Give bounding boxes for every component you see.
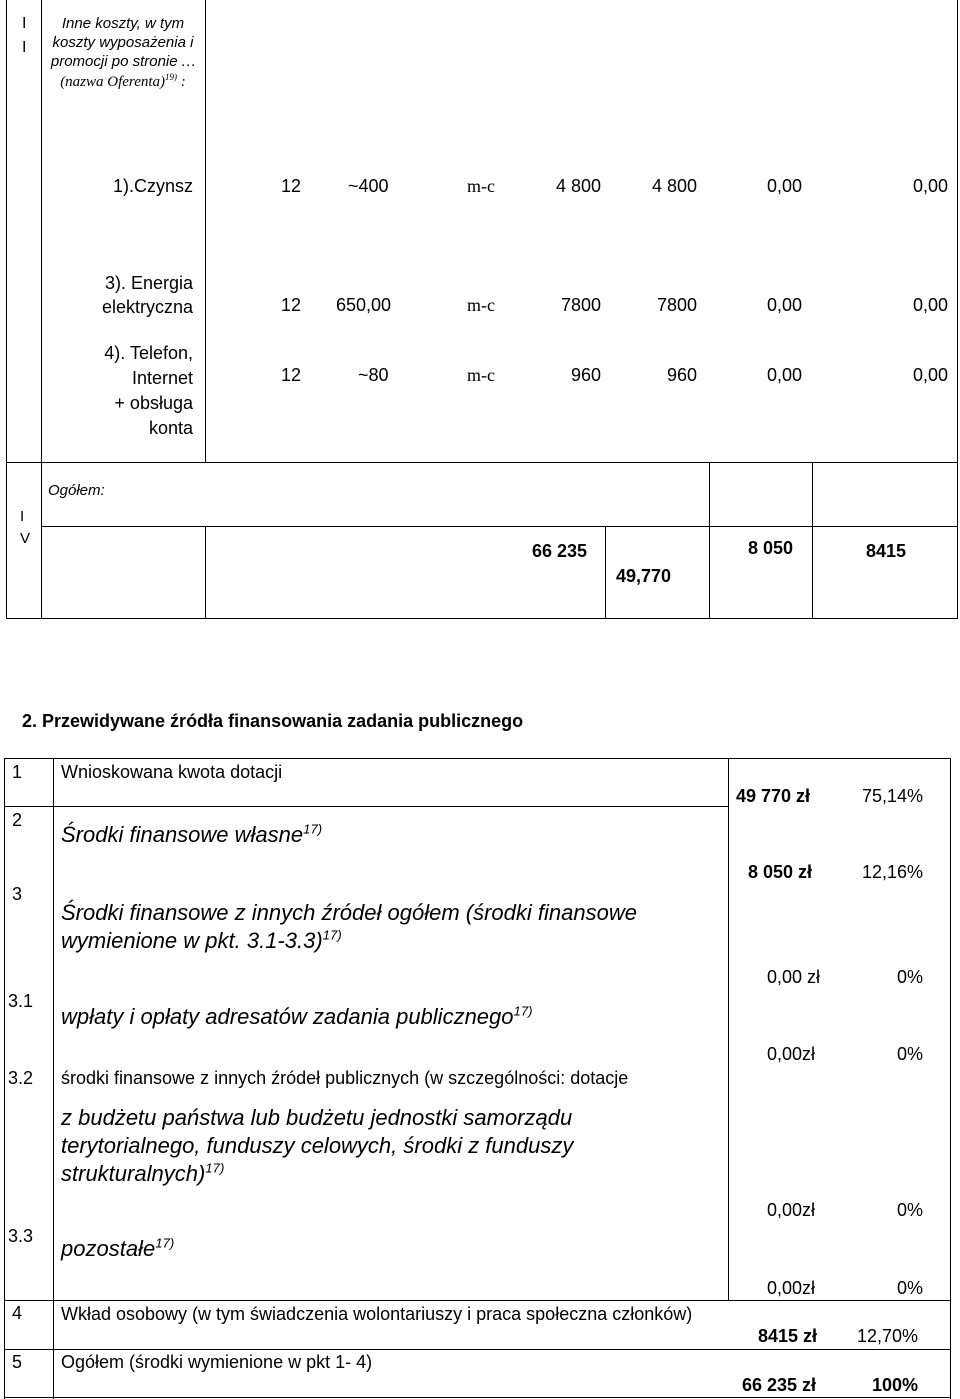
footnote-ref: 17): [513, 1003, 533, 1019]
table-border: [812, 462, 813, 618]
label-line: konta: [148, 418, 193, 438]
row-amount: 0,00zł: [767, 1278, 816, 1298]
row-label-first-line: środki finansowe z innych źródeł publicznych (w szczególności: dotacje: [61, 1068, 629, 1088]
cost-total: 4 800: [555, 176, 601, 196]
row-number: 2: [12, 810, 23, 830]
cost-other: 0,00: [912, 295, 948, 315]
cost-unit-cost: ~80: [358, 365, 389, 385]
row-number: 3.3: [8, 1226, 34, 1246]
row-amount: 8415 zł: [758, 1326, 818, 1346]
row-amount: 0,00zł: [767, 1200, 816, 1220]
section-heading: 2. Przewidywane źródła finansowania zadania publicznego: [22, 711, 524, 731]
cost-from-grant: 960: [666, 365, 697, 385]
row-number: 4: [12, 1303, 23, 1323]
footnote-ref: 17): [303, 821, 323, 837]
row-label-text: Środki finansowe własne: [61, 822, 304, 847]
row-percent: 0%: [896, 1200, 923, 1220]
total-label: Ogółem:: [48, 482, 105, 499]
row-amount: 8 050 zł: [748, 862, 813, 882]
cost-own: 0,00: [766, 365, 802, 385]
total-own: 8 050: [748, 538, 794, 558]
total-roman-numeral: I V: [20, 508, 31, 547]
cost-item-label: [60, 341, 193, 441]
row-label: Wnioskowana kwota dotacji: [61, 762, 283, 782]
footnote-ref: 17): [155, 1235, 175, 1251]
table-border: [950, 758, 951, 1399]
total-other: 8415: [866, 541, 907, 561]
row-label: Ogółem (środki wymienione w pkt 1- 4): [61, 1352, 373, 1372]
cost-other: 0,00: [912, 176, 948, 196]
row-number: 3.1: [8, 991, 34, 1011]
table-border: [709, 462, 710, 618]
table-border: [4, 758, 5, 1399]
row-label: [61, 1236, 174, 1262]
cost-unit-cost: 650,00: [336, 295, 392, 315]
cost-own: 0,00: [766, 176, 802, 196]
row-label: Wkład osobowy (w tym świadczenia wolontariuszy i praca społeczna członków): [61, 1304, 693, 1324]
table-border: [205, 0, 206, 462]
row-label-text: Środki finansowe z innych źródeł ogółem (środki finansowe wymienione w pkt. 3.1-3.3): [61, 900, 637, 953]
cost-other: 0,00: [912, 365, 948, 385]
row-number: 3.2: [8, 1068, 34, 1088]
table-border: [4, 1349, 951, 1350]
label-line: 4). Telefon,: [104, 343, 193, 363]
row-percent: 0%: [896, 1278, 923, 1298]
cost-unit: m-c: [467, 295, 495, 315]
section-label-colon: :: [177, 74, 186, 90]
table-border: [6, 618, 958, 619]
table-border: [41, 526, 958, 527]
cost-qty: 12: [281, 176, 302, 196]
row-label: [61, 822, 322, 848]
row-number: 5: [12, 1352, 23, 1372]
row-percent: 100%: [871, 1375, 918, 1395]
row-percent: 12,70%: [856, 1326, 918, 1346]
table-border: [6, 0, 7, 618]
total-sum: 66 235: [532, 541, 588, 561]
row-percent: 75,14%: [861, 786, 923, 806]
section-roman-numeral: I I: [22, 15, 27, 56]
table-border: [728, 758, 729, 1300]
table-border: [4, 758, 951, 759]
row-amount: 0,00 zł: [767, 967, 821, 987]
label-line: Internet: [131, 368, 193, 388]
cost-unit: m-c: [467, 365, 495, 385]
table-border: [6, 462, 958, 463]
row-label: [61, 1104, 681, 1188]
row-percent: 12,16%: [861, 862, 923, 882]
row-label-text: pozostałe: [61, 1236, 156, 1261]
table-border: [605, 526, 606, 618]
cost-unit: m-c: [467, 176, 495, 196]
row-label: [61, 1004, 533, 1030]
cost-from-grant: 7800: [656, 295, 697, 315]
cost-qty: 12: [281, 295, 302, 315]
cost-qty: 12: [281, 365, 302, 385]
footnote-ref: 17): [205, 1160, 225, 1176]
table-border: [4, 806, 729, 807]
cost-total: 7800: [560, 295, 601, 315]
label-line: 3). Energia: [104, 273, 193, 293]
label-line: + obsługa: [114, 393, 193, 413]
cost-total: 960: [570, 365, 601, 385]
row-amount: 66 235 zł: [742, 1375, 817, 1395]
section-label: [48, 14, 198, 92]
row-label-text: wpłaty i opłaty adresatów zadania publicznego: [61, 1004, 514, 1029]
row-percent: 0%: [896, 967, 923, 987]
table-border: [205, 526, 206, 618]
cost-from-grant: 4 800: [651, 176, 697, 196]
row-number: 3: [12, 884, 23, 904]
footnote-ref: 19): [165, 72, 178, 82]
footnote-ref: 17): [322, 927, 342, 943]
section-label-tail: … (nazwa Oferenta): [60, 54, 196, 90]
cost-item-label: 1).Czynsz: [112, 176, 193, 196]
table-border: [4, 1397, 951, 1398]
table-border: [53, 758, 54, 1399]
table-border: [4, 1300, 951, 1301]
total-from-grant: 49,770: [616, 566, 672, 586]
cost-unit-cost: ~400: [348, 176, 389, 196]
row-amount: 49 770 zł: [736, 786, 811, 806]
label-line: elektryczna: [101, 297, 193, 317]
cost-own: 0,00: [766, 295, 802, 315]
row-amount: 0,00zł: [767, 1044, 816, 1064]
row-percent: 0%: [896, 1044, 923, 1064]
row-label-text: z budżetu państwa lub budżetu jednostki samorządu terytorialnego, funduszy celowych, środki z funduszy strukturalnych): [61, 1105, 574, 1186]
row-label: [61, 899, 721, 955]
section-label-text: Inne koszty, w tym koszty wyposażenia i promocji po stronie: [50, 15, 194, 70]
cost-item-label: [60, 271, 193, 319]
row-number: 1: [12, 762, 23, 782]
